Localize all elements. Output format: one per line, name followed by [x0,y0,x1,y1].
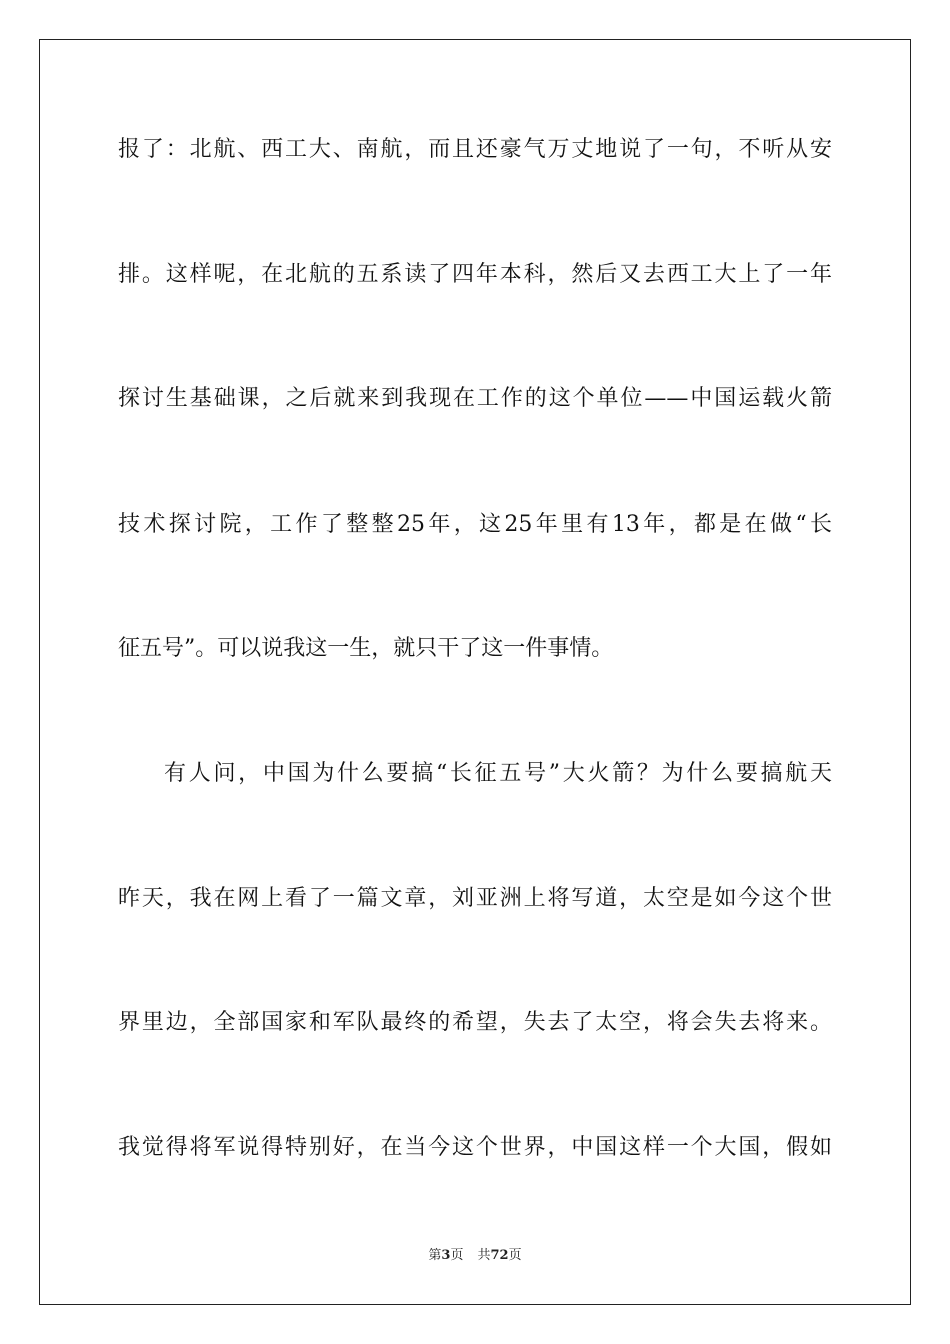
text-line: 昨天，我在网上看了一篇文章，刘亚洲上将写道，太空是如今这个世 [118,886,832,911]
text-line: 技术探讨院，工作了整整25年，这25年里有13年，都是在做“长 [118,512,832,537]
page-footer [0,1247,950,1265]
footer-total-pages: 72 [490,1248,509,1263]
footer-page-number: 3 [441,1248,451,1263]
footer-total-prefix: 共 [477,1248,491,1263]
text-line: 界里边，全部国家和军队最终的希望，失去了太空，将会失去将来。 [118,1010,832,1035]
text-line-paragraph-end: 征五号”。可以说我这一生，就只干了这一件事情。 [118,636,614,661]
text-line: 探讨生基础课，之后就来到我现在工作的这个单位——中国运载火箭 [118,386,832,411]
text-line: 排。这样呢，在北航的五系读了四年本科，然后又去西工大上了一年 [118,262,832,287]
text-line: 报了：北航、西工大、南航，而且还豪气万丈地说了一句，不听从安 [118,137,832,162]
footer-page-suffix: 页 [450,1248,464,1263]
text-line-paragraph-start: 有人问，中国为什么要搞“长征五号”大火箭？为什么要搞航天 [164,761,832,786]
footer-page-prefix: 第 [428,1248,442,1263]
page-border [39,39,911,1305]
footer-total-suffix: 页 [508,1248,522,1263]
text-line: 我觉得将军说得特别好，在当今这个世界，中国这样一个大国，假如 [118,1135,832,1160]
